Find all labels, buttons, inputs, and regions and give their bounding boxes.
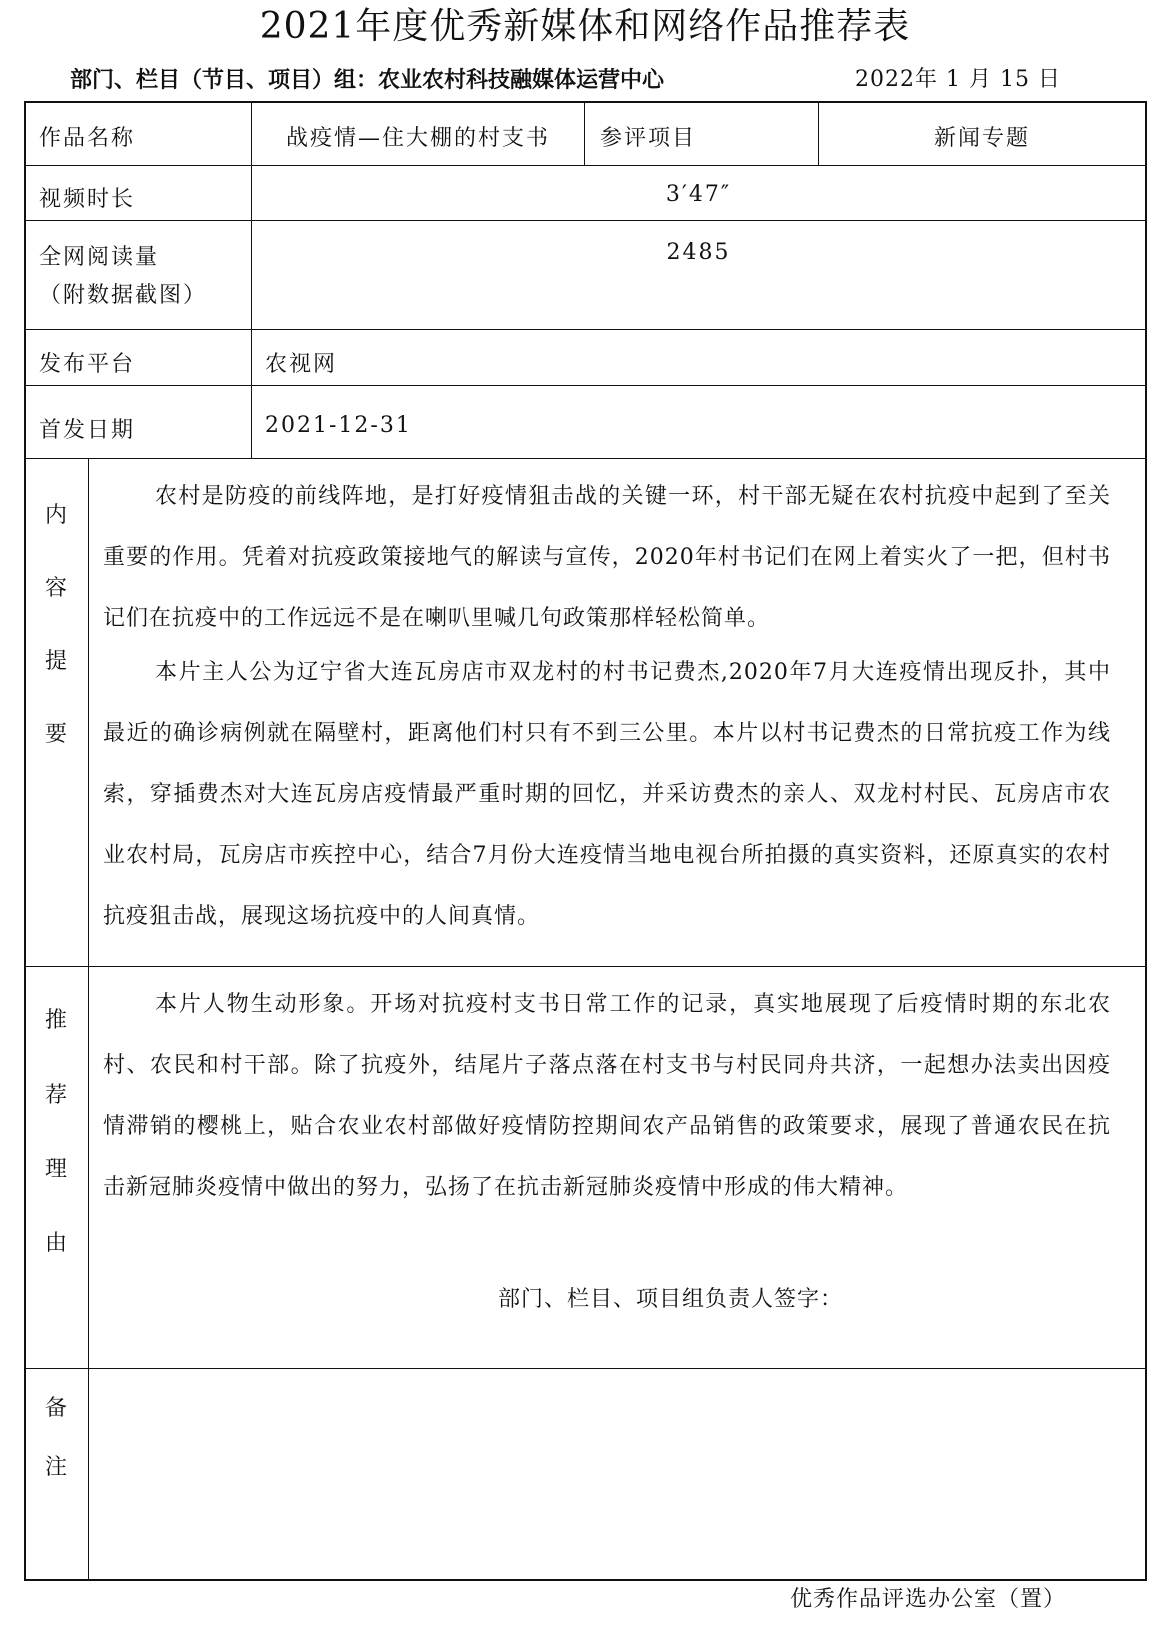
- row-divider: [26, 458, 1145, 459]
- read-count-value: 2485: [666, 240, 731, 265]
- reason-label-char: 由: [44, 1231, 67, 1256]
- row-divider: [26, 1368, 1145, 1369]
- reason-label-char: 荐: [44, 1083, 67, 1108]
- row-divider: [26, 385, 1145, 386]
- department-group-line: 部门、栏目（节目、项目）组：农业农村科技融媒体运营中心: [70, 67, 665, 93]
- column-divider: [251, 103, 252, 458]
- duration-label: 视频时长: [39, 187, 136, 212]
- reason-label-char: 理: [44, 1157, 67, 1182]
- summary-paragraph: 农村是防疫的前线阵地，是打好疫情狙击战的关键一环，村干部无疑在农村抗疫中起到了至关重要的作用。凭着对抗疫政策接地气的解读与宣传，2020年村书记们在网上着实火了一把，但村书记们在抗疫中的工作远远不是在喇叭里喊几句政策那样轻松简单。: [103, 484, 1111, 631]
- row-divider: [26, 220, 1145, 221]
- signature-line: 部门、栏目、项目组负责人签字：: [498, 1287, 844, 1312]
- page-title: 2021年度优秀新媒体和网络作品推荐表: [259, 6, 911, 47]
- summary-label-char: 要: [44, 722, 67, 747]
- summary-label-char: 内: [44, 503, 67, 528]
- summary-paragraph: 本片主人公为辽宁省大连瓦房店市双龙村的村书记费杰,2020年7月大连疫情出现反扑，其中最近的确诊病例就在隔壁村，距离他们村只有不到三公里。本片以村书记费杰的日常抗疫工作为线索，穿插费杰对大连瓦房店疫情最严重时期的回忆，并采访费杰的亲人、双龙村村民、瓦房店市农业农村局，瓦房店市疾控中心，结合7月份大连疫情当地电视台所拍摄的真实资料，还原真实的农村抗疫狙击战，展现这场抗疫中的人间真情。: [103, 660, 1111, 929]
- entry-category-label: 参评项目: [600, 126, 697, 151]
- read-count-label: 全网阅读量: [39, 245, 160, 270]
- work-name-value: 战疫情—住大棚的村支书: [285, 126, 550, 151]
- work-name-label: 作品名称: [39, 126, 136, 151]
- row-divider: [26, 165, 1145, 166]
- column-divider: [584, 103, 585, 165]
- platform-label: 发布平台: [39, 352, 136, 377]
- reason-label-char: 推: [44, 1008, 67, 1033]
- row-divider: [26, 966, 1145, 967]
- remarks-label-char: 注: [44, 1455, 67, 1480]
- form-date: 2022年 1 月 15 日: [855, 67, 1061, 92]
- duration-value: 3′47″: [665, 182, 732, 207]
- remarks-label-char: 备: [44, 1396, 67, 1421]
- summary-label-char: 提: [44, 649, 67, 674]
- publish-date-label: 首发日期: [39, 418, 136, 443]
- row-divider: [26, 329, 1145, 330]
- recommendation-reason: 本片人物生动形象。开场对抗疫村支书日常工作的记录，真实地展现了后疫情时期的东北农村、农民和村干部。除了抗疫外，结尾片子落点落在村支书与村民同舟共济，一起想办法卖出因疫情滞销的樱桃上，贴合农业农村部做好疫情防控期间农产品销售的政策要求，展现了普通农民在抗击新冠肺炎疫情中做出的努力，弘扬了在抗击新冠肺炎疫情中形成的伟大精神。: [103, 992, 1111, 1200]
- platform-value: 农视网: [265, 352, 338, 377]
- read-count-note: （附数据截图）: [39, 283, 208, 308]
- recommendation-form-table: [24, 101, 1147, 1581]
- column-divider: [88, 458, 89, 1579]
- entry-category-value: 新闻专题: [933, 126, 1030, 151]
- summary-label-char: 容: [44, 576, 67, 601]
- publish-date-value: 2021-12-31: [265, 413, 412, 438]
- evaluation-office-footer: 优秀作品评选办公室（置）: [790, 1587, 1067, 1612]
